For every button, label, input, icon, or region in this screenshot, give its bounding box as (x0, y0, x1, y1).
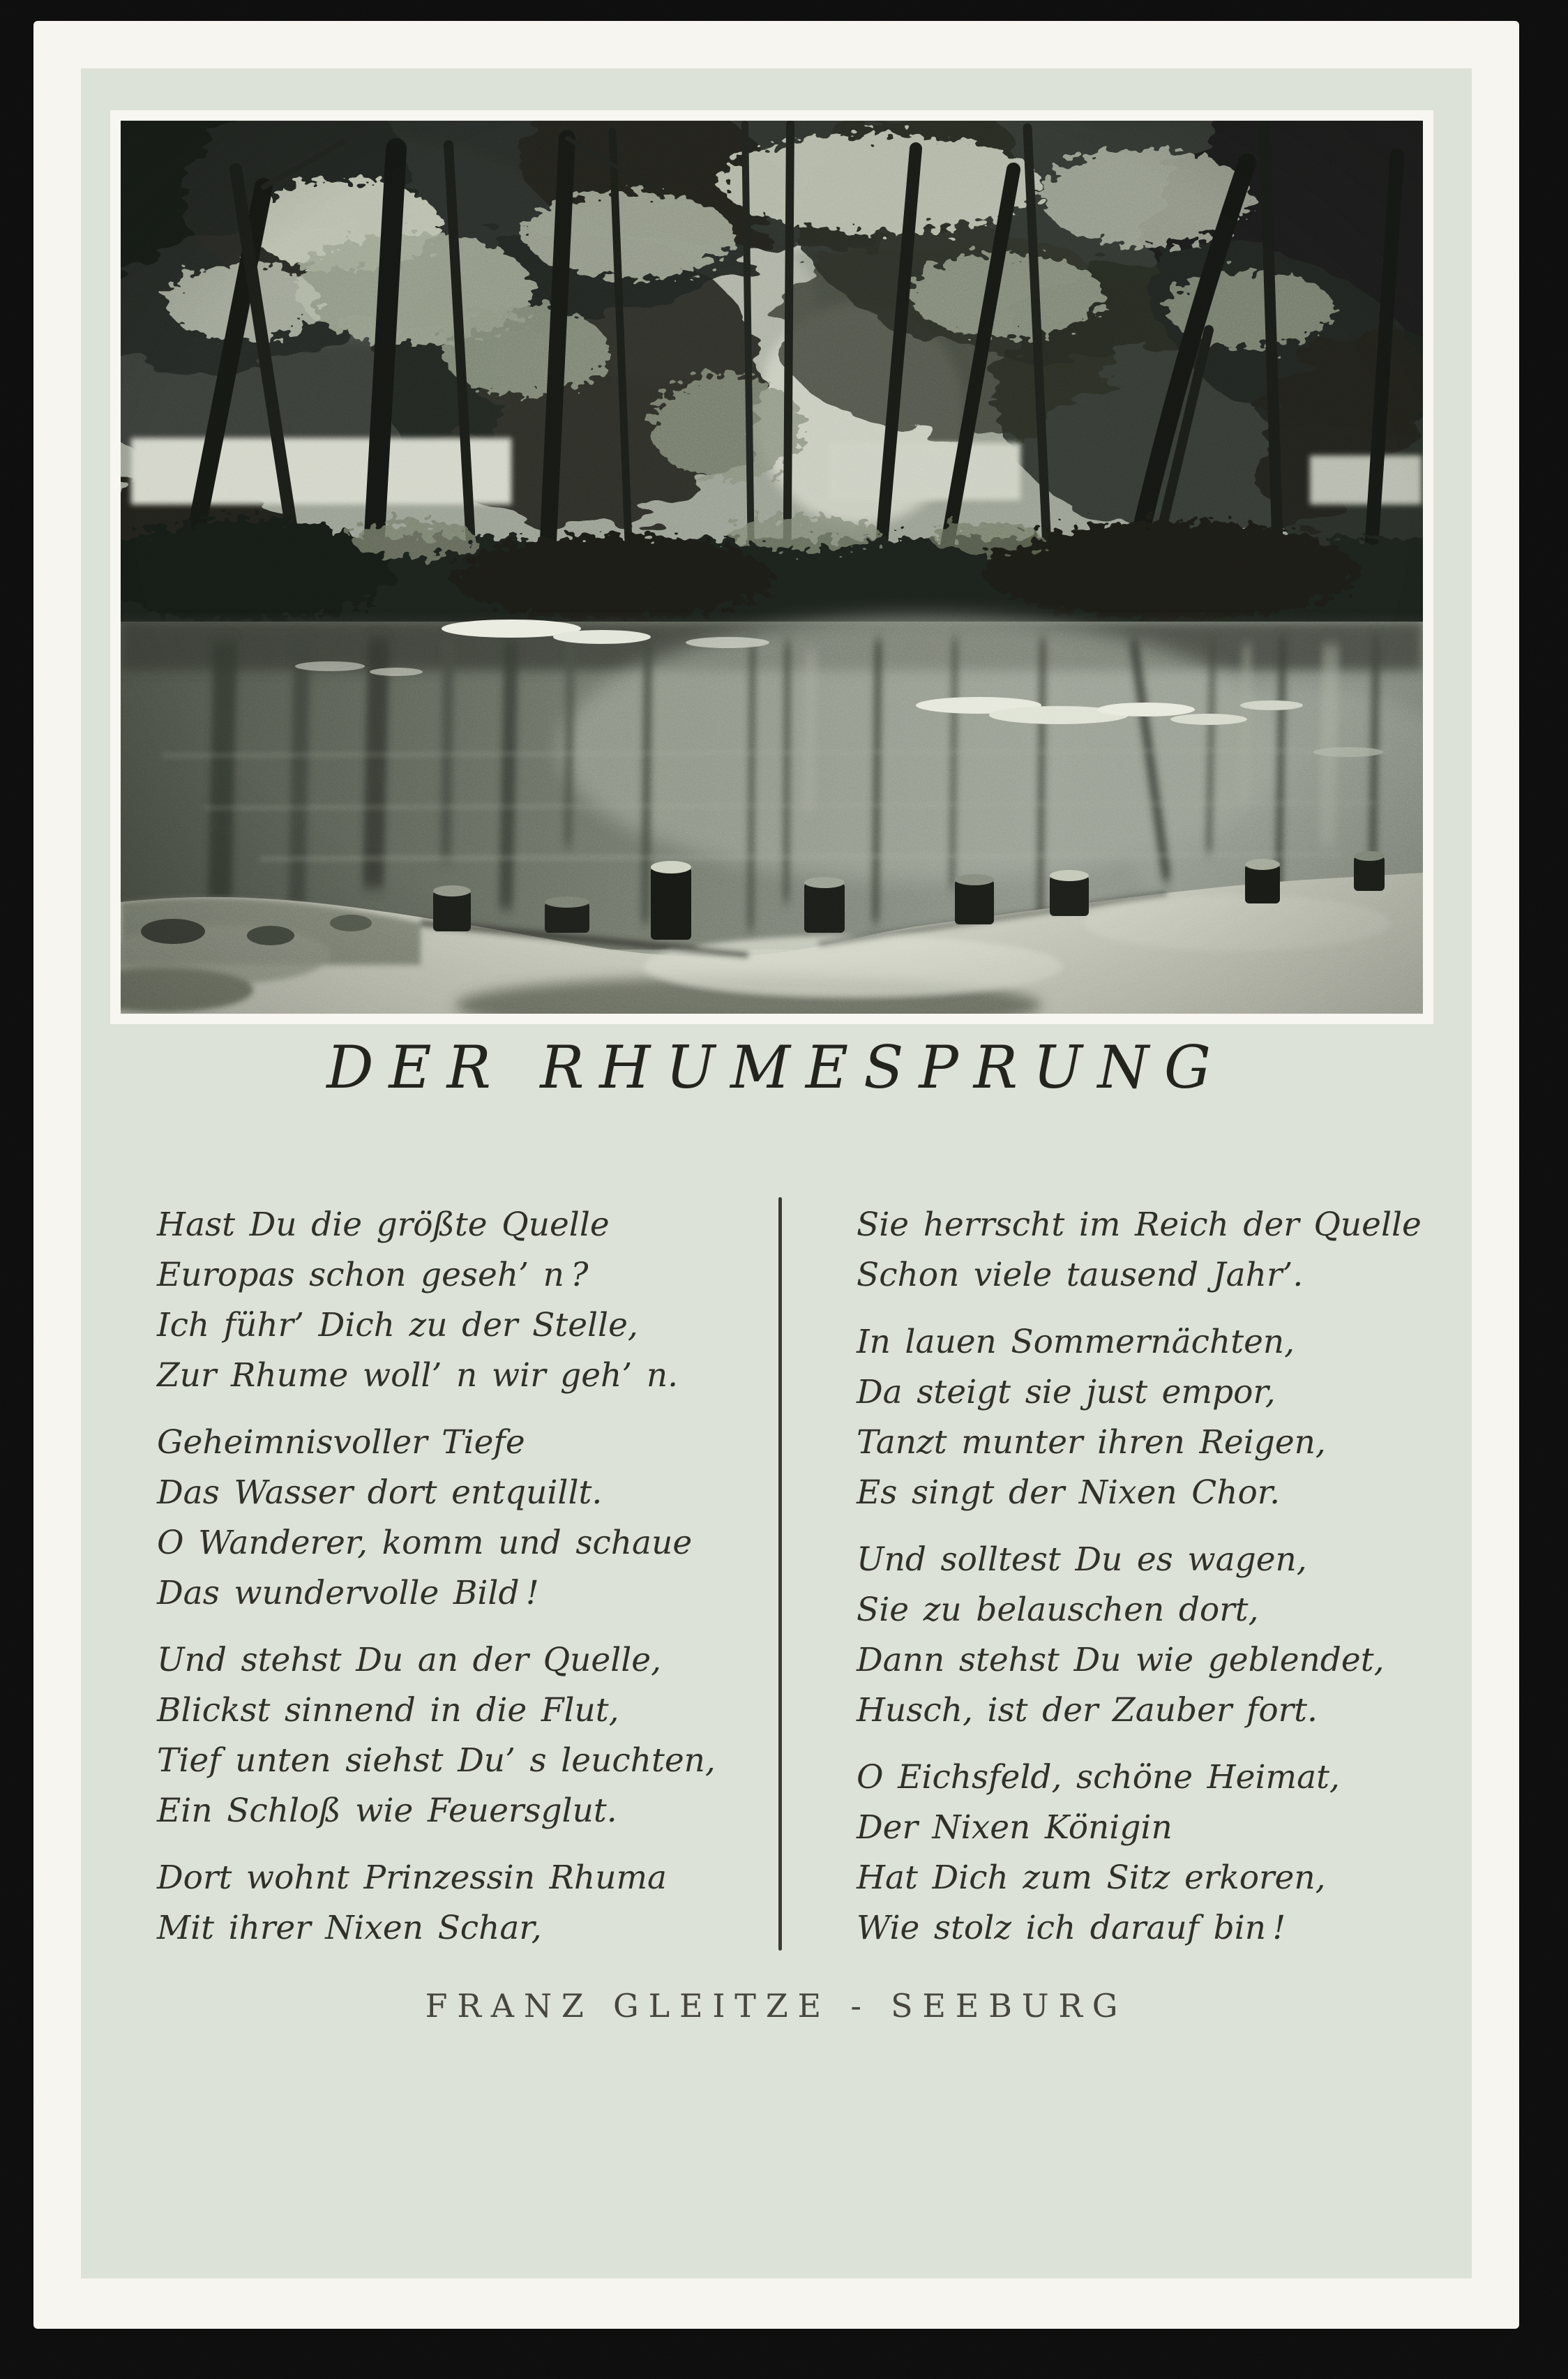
postcard (33, 21, 1519, 2329)
poem-line: Ich führ’ Dich zu der Stelle, (157, 1306, 638, 1344)
poem-line: Sie herrscht im Reich der Quelle (857, 1206, 1422, 1244)
poem-stanza (857, 1753, 1422, 1953)
poem-line: Wie stolz ich darauf bin ! (857, 1909, 1286, 1947)
poem-line: Blickst sinnend in die Flut, (157, 1691, 619, 1729)
poem-line: Und stehst Du an der Quelle, (157, 1641, 662, 1679)
poem-line: Es singt der Nixen Chor. (857, 1473, 1281, 1512)
poem-line: Dann stehst Du wie geblendet, (857, 1641, 1385, 1679)
poem-line: Husch, ist der Zauber fort. (857, 1691, 1318, 1729)
poem-line: Zur Rhume woll’ n wir geh’ n. (157, 1356, 679, 1395)
poem-line: Sie zu belauschen dort, (857, 1591, 1259, 1629)
poem-stanza (857, 1535, 1422, 1736)
poem-line: Dort wohnt Prinzessin Rhuma (157, 1859, 668, 1897)
poem-line: In lauen Sommernächten, (857, 1323, 1295, 1361)
poem-stanza (157, 1418, 716, 1619)
poem-line: Geheimnisvoller Tiefe (157, 1423, 525, 1462)
poem-line: Ein Schloß wie Feuersglut. (157, 1792, 617, 1830)
poem-stanza (157, 1200, 716, 1401)
column-divider-rule (778, 1197, 782, 1951)
poem-line: Hat Dich zum Sitz erkoren, (857, 1859, 1326, 1897)
poem-line: Tief unten siehst Du’ s leuchten, (157, 1741, 716, 1780)
poem-line: Da steigt sie just empor, (857, 1373, 1276, 1411)
poem-line: Tanzt munter ihren Reigen, (857, 1423, 1326, 1462)
poem-line: Und solltest Du es wagen, (857, 1540, 1307, 1579)
poem-line: Das Wasser dort entquillt. (157, 1473, 603, 1512)
photo-frame (110, 110, 1433, 1024)
poem-line: O Wanderer, komm und schaue (157, 1524, 693, 1562)
poem-line: Das wundervolle Bild ! (157, 1574, 539, 1612)
poem-line: Mit ihrer Nixen Schar, (157, 1909, 542, 1947)
poem-line: O Eichsfeld, schöne Heimat, (857, 1758, 1340, 1796)
poem-stanza (857, 1317, 1422, 1518)
poem-line: Hast Du die größte Quelle (157, 1206, 610, 1244)
poem-column-left (157, 1200, 716, 1953)
poem-stanza (157, 1853, 716, 1953)
poem-line: Europas schon geseh’ n ? (157, 1256, 589, 1294)
poem-stanza (157, 1635, 716, 1836)
author-attribution: FRANZ GLEITZE - SEEBURG (425, 1987, 1128, 2025)
poem-line: Schon viele tausend Jahr’. (857, 1256, 1304, 1294)
pond-photo (121, 121, 1423, 1014)
poem-column-right (857, 1200, 1422, 1953)
postcard-title: DER RHUMESPRUNG (326, 1033, 1226, 1102)
poem-stanza (857, 1200, 1422, 1300)
poem-line: Der Nixen Königin (857, 1808, 1173, 1847)
